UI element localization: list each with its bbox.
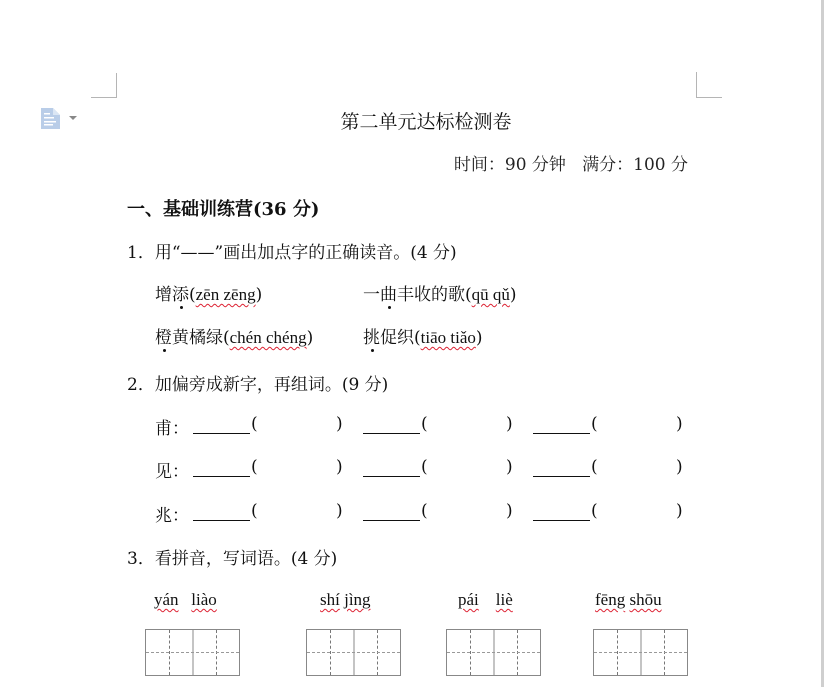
dotted-char: 挑 bbox=[363, 323, 380, 348]
answer-blank[interactable] bbox=[193, 476, 250, 477]
section-heading: 一、基础训练营(36 分) bbox=[127, 199, 320, 220]
writing-grid-3[interactable] bbox=[446, 629, 541, 676]
pinyin-word-1: yán liào bbox=[154, 590, 217, 609]
pinyin-options: chén chéng bbox=[229, 328, 307, 347]
pinyin-word-4: fēng shōu bbox=[595, 590, 662, 609]
pinyin-word-3: pái liè bbox=[458, 590, 513, 609]
answer-blank[interactable] bbox=[363, 520, 420, 521]
dotted-char: 添 bbox=[172, 280, 189, 305]
pinyin-options: qū qǔ bbox=[471, 285, 510, 304]
dotted-char: 曲 bbox=[380, 280, 397, 305]
writing-grid-1[interactable] bbox=[145, 629, 240, 676]
q1-item-4: 挑促织(tiāo tiǎo) bbox=[363, 323, 483, 348]
answer-blank[interactable] bbox=[363, 476, 420, 477]
answer-blank[interactable] bbox=[363, 433, 420, 434]
question-3-prompt: 3．看拼音，写词语。(4 分) bbox=[127, 549, 338, 569]
answer-blank[interactable] bbox=[533, 476, 590, 477]
document-title: 第二单元达标检测卷 bbox=[340, 111, 512, 133]
question-1-prompt: 1．用“——”画出加点字的正确读音。(4 分) bbox=[127, 243, 457, 263]
answer-blank[interactable] bbox=[533, 520, 590, 521]
page-margin-corner-top-left bbox=[91, 73, 117, 98]
answer-blank[interactable] bbox=[193, 520, 250, 521]
base-char: 甫： bbox=[155, 419, 189, 439]
page-margin-corner-top-right bbox=[696, 72, 722, 98]
answer-blank[interactable] bbox=[193, 433, 250, 434]
q1-item-1: 增添(zēn zēng) bbox=[155, 280, 262, 305]
pinyin-options: zēn zēng bbox=[195, 285, 256, 304]
document-page: 第二单元达标检测卷 时间：90 分钟 满分：100 分 一、基础训练营(36 分) 1．用“——”画出加点字的正确读音。(4 分) 增添(zēn zēng) 一曲丰收的歌(qū qǔ) 橙黄橘绿(chén chéng) 挑促织(tiāo tiǎo) 2．加偏旁成新字，再组词。(9 分) 甫： ( ) ( ) ( ) 见： ( ) ( ) ( ) 兆： ( ) ( ) ( ) 3．看拼音，写词语。(4 分) yán liào shí jìng pái liè fēng shōu bbox=[0, 0, 818, 687]
writing-grid-2[interactable] bbox=[306, 629, 401, 676]
pinyin-options: tiāo tiǎo bbox=[420, 328, 476, 347]
answer-blank[interactable] bbox=[533, 433, 590, 434]
base-char: 见： bbox=[155, 462, 189, 482]
question-2-prompt: 2．加偏旁成新字，再组词。(9 分) bbox=[127, 375, 389, 395]
vertical-scrollbar[interactable] bbox=[818, 0, 826, 687]
writing-grid-4[interactable] bbox=[593, 629, 688, 676]
pinyin-word-2: shí jìng bbox=[320, 590, 371, 609]
dotted-char: 橙 bbox=[155, 323, 172, 348]
base-char: 兆： bbox=[155, 506, 189, 526]
scrollbar-track[interactable] bbox=[821, 0, 824, 687]
exam-meta: 时间：90 分钟 满分：100 分 bbox=[453, 155, 688, 175]
q1-item-3: 橙黄橘绿(chén chéng) bbox=[155, 323, 313, 348]
q1-item-2: 一曲丰收的歌(qū qǔ) bbox=[363, 280, 517, 305]
